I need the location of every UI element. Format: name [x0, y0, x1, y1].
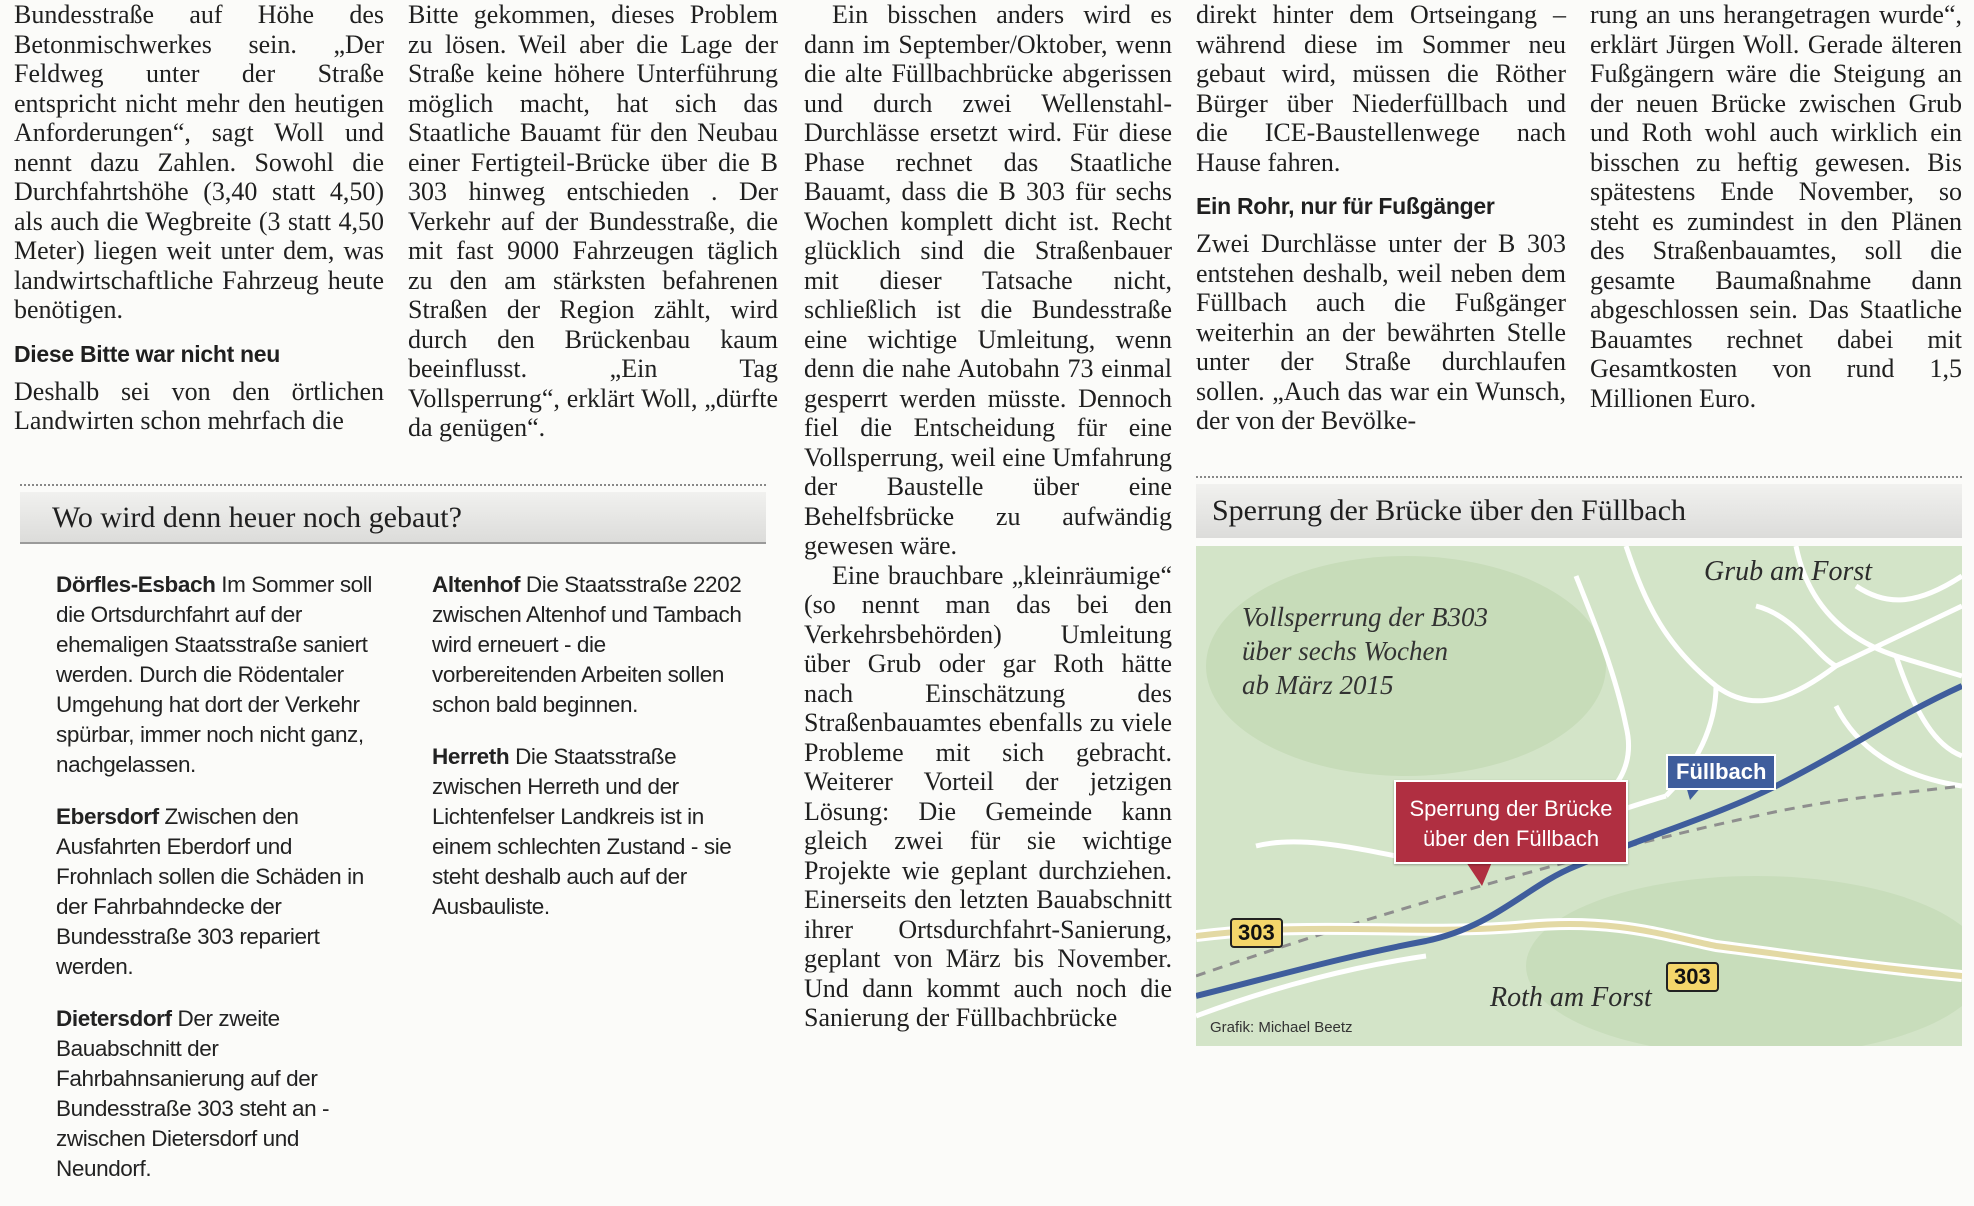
infobox-entry — [56, 802, 376, 982]
infobox-entry — [432, 742, 748, 922]
callout-line: Sperrung der Brücke — [1409, 796, 1613, 821]
infobox-place: Herreth — [432, 744, 510, 769]
article-column-4 — [1196, 0, 1566, 436]
infobox-place: Altenhof — [432, 572, 521, 597]
infobox-column-1 — [56, 570, 376, 1206]
infobox-place: Ebersdorf — [56, 804, 159, 829]
article-paragraph: Bundesstraße auf Höhe des Betonmischwerkes sein. „Der Feldweg unter der Straße entspricht nicht mehr den heutigen Anforderungen“, sagt Woll und nennt dazu Zahlen. Sowohl die Durchfahrtshöhe (3,40 statt 4,50) als auch die Wegbreite (3 statt 4,50 Meter) liegen weit unter dem, was landwirtschaftliche Fahrzeug heute benötigen. — [14, 0, 384, 324]
infobox-text: Die Staatsstraße zwischen Herreth und der Lichtenfelser Landkreis ist in einem schlechten Zustand - sie steht deshalb auch auf der Ausbauliste. — [432, 744, 732, 919]
infobox-title: Wo wird denn heuer noch gebaut? — [20, 492, 766, 544]
bridge-closure-callout — [1394, 780, 1628, 864]
article-paragraph: rung an uns herangetragen wurde“, erklärt Jürgen Woll. Gerade älteren Fußgängern wäre die Steigung an der neuen Brücke zwischen Grub und Roth wohl auch wirklich ein bisschen zu heftig gewesen. Bis spätestens Ende November, so steht es zumindest in den Plänen des Straßenbauamtes, soll die gesamte Baumaßnahme dann abgeschlossen sein. Das Staatliche Bauamtes rechnet dabei mit Gesamtkosten von rund 1,5 Millionen Euro. — [1590, 0, 1962, 413]
infobox-text: Im Sommer soll die Ortsdurchfahrt auf der ehemaligen Staatsstraße saniert werden. Durch die Rödentaler Umgehung hat dort der Verkehr spürbar, immer noch nicht ganz, nachgelassen. — [56, 572, 372, 777]
divider — [20, 484, 766, 486]
map-title-line: über sechs Wochen — [1242, 636, 1448, 666]
article-paragraph: Deshalb sei von den örtlichen Landwirten schon mehrfach die — [14, 376, 384, 435]
infobox-entry — [432, 570, 748, 720]
article-column-3 — [804, 0, 1172, 1033]
map-title — [1242, 600, 1572, 702]
map-title-line: Vollsperrung der B303 — [1242, 602, 1488, 632]
town-label-north: Grub am Forst — [1704, 556, 1873, 587]
map-title-line: ab März 2015 — [1242, 670, 1394, 700]
infobox-column-2 — [432, 570, 748, 944]
road-shield-right: 303 — [1666, 962, 1719, 992]
infobox-text: Der zweite Bauabschnitt der Fahrbahnsanierung auf der Bundesstraße 303 steht an - zwischen Dietersdorf und Neundorf. — [56, 1006, 330, 1181]
article-paragraph: direkt hinter dem Ortseingang – während diese im Sommer neu gebaut wird, müssen die Röther Bürger über Niederfüllbach und die ICE-Baustellenwege nach Hause fahren. — [1196, 0, 1566, 177]
infobox-text: Zwischen den Ausfahrten Eberdorf und Frohnlach sollen die Schäden in der Fahrbahndecke der Bundesstraße 303 repariert werden. — [56, 804, 364, 979]
infobox-text: Die Staatsstraße 2202 zwischen Altenhof und Tambach wird erneuert - die vorbereitenden Arbeiten sollen schon bald beginnen. — [432, 572, 742, 717]
graphic-credit: Grafik: Michael Beetz — [1210, 1019, 1353, 1036]
map-graphic — [1196, 546, 1962, 1046]
map-heading: Sperrung der Brücke über den Füllbach — [1196, 484, 1962, 538]
subheading: Diese Bitte war nicht neu — [14, 340, 281, 367]
article-paragraph: Zwei Durchlässe unter der B 303 entstehen deshalb, weil neben dem Füllbach auch die Fußgänger weiterhin an der bewährten Stelle unter der Straße durchlaufen sollen. „Auch das war ein Wunsch, der von der Bevölke- — [1196, 229, 1566, 435]
article-column-5 — [1590, 0, 1962, 413]
article-paragraph: Bitte gekommen, dieses Problem zu lösen. Weil aber die Lage der Straße keine höhere Unterführung möglich macht, hat sich das Staatliche Bauamt für den Neubau einer Fertigteil-Brücke über die B 303 hinweg entschieden . Der Verkehr auf der Bundesstraße, die mit fast 9000 Fahrzeugen täglich zu den am stärksten befahrenen Straßen der Region zählt, wird durch den Brückenbau kaum beeinflusst. „Ein Tag Vollsperrung“, erklärt Woll, „dürfte da genügen“. — [408, 0, 778, 442]
article-paragraph: Ein bisschen anders wird es dann im September/Oktober, wenn die alte Füllbachbrücke abgerissen und durch zwei Wellenstahl-Durchlässe ersetzt wird. Für diese Phase rechnet das Staatliche Bauamt, dass die B 303 für sechs Wochen komplett dicht ist. Recht glücklich sind die Straßenbauer mit dieser Tatsache nicht, schließlich ist die Bundesstraße eine wichtige Umleitung, wenn denn die nahe Autobahn 73 einmal gesperrt werden müsste. Dennoch fiel die Entscheidung für eine Vollsperrung, weil eine Umfahrung der Baustelle über eine Behelfsbrücke zu aufwändig gewesen wäre. — [804, 0, 1172, 560]
article-paragraph: Eine brauchbare „kleinräumige“ (so nennt man das bei den Verkehrsbehörden) Umleitung über Grub oder gar Roth hätte nach Einschätzung des Straßenbauamtes ebenfalls zu viele Probleme mit sich gebracht. Weiterer Vorteil der jetzigen Lösung: Die Gemeinde kann gleich zwei für sie wichtige Projekte wie geplant durchziehen. Einerseits den letzten Bauabschnitt ihrer Ortsdurchfahrt-Sanierung, geplant von März bis November. Und dann kommt auch noch die Sanierung der Füllbachbrücke — [804, 560, 1172, 1032]
callout-line: über den Füllbach — [1422, 826, 1600, 851]
infobox-entry — [56, 1004, 376, 1184]
subheading: Ein Rohr, nur für Fußgänger — [1196, 193, 1495, 219]
stream-label: Füllbach — [1666, 754, 1776, 790]
infobox-place: Dörfles-Esbach — [56, 572, 216, 597]
article-column-2 — [408, 0, 778, 443]
article-column-1 — [14, 0, 384, 436]
town-label-south: Roth am Forst — [1490, 982, 1652, 1013]
infobox-place: Dietersdorf — [56, 1006, 172, 1031]
divider — [1196, 476, 1962, 478]
road-shield-left: 303 — [1230, 918, 1283, 948]
infobox-entry — [56, 570, 376, 780]
